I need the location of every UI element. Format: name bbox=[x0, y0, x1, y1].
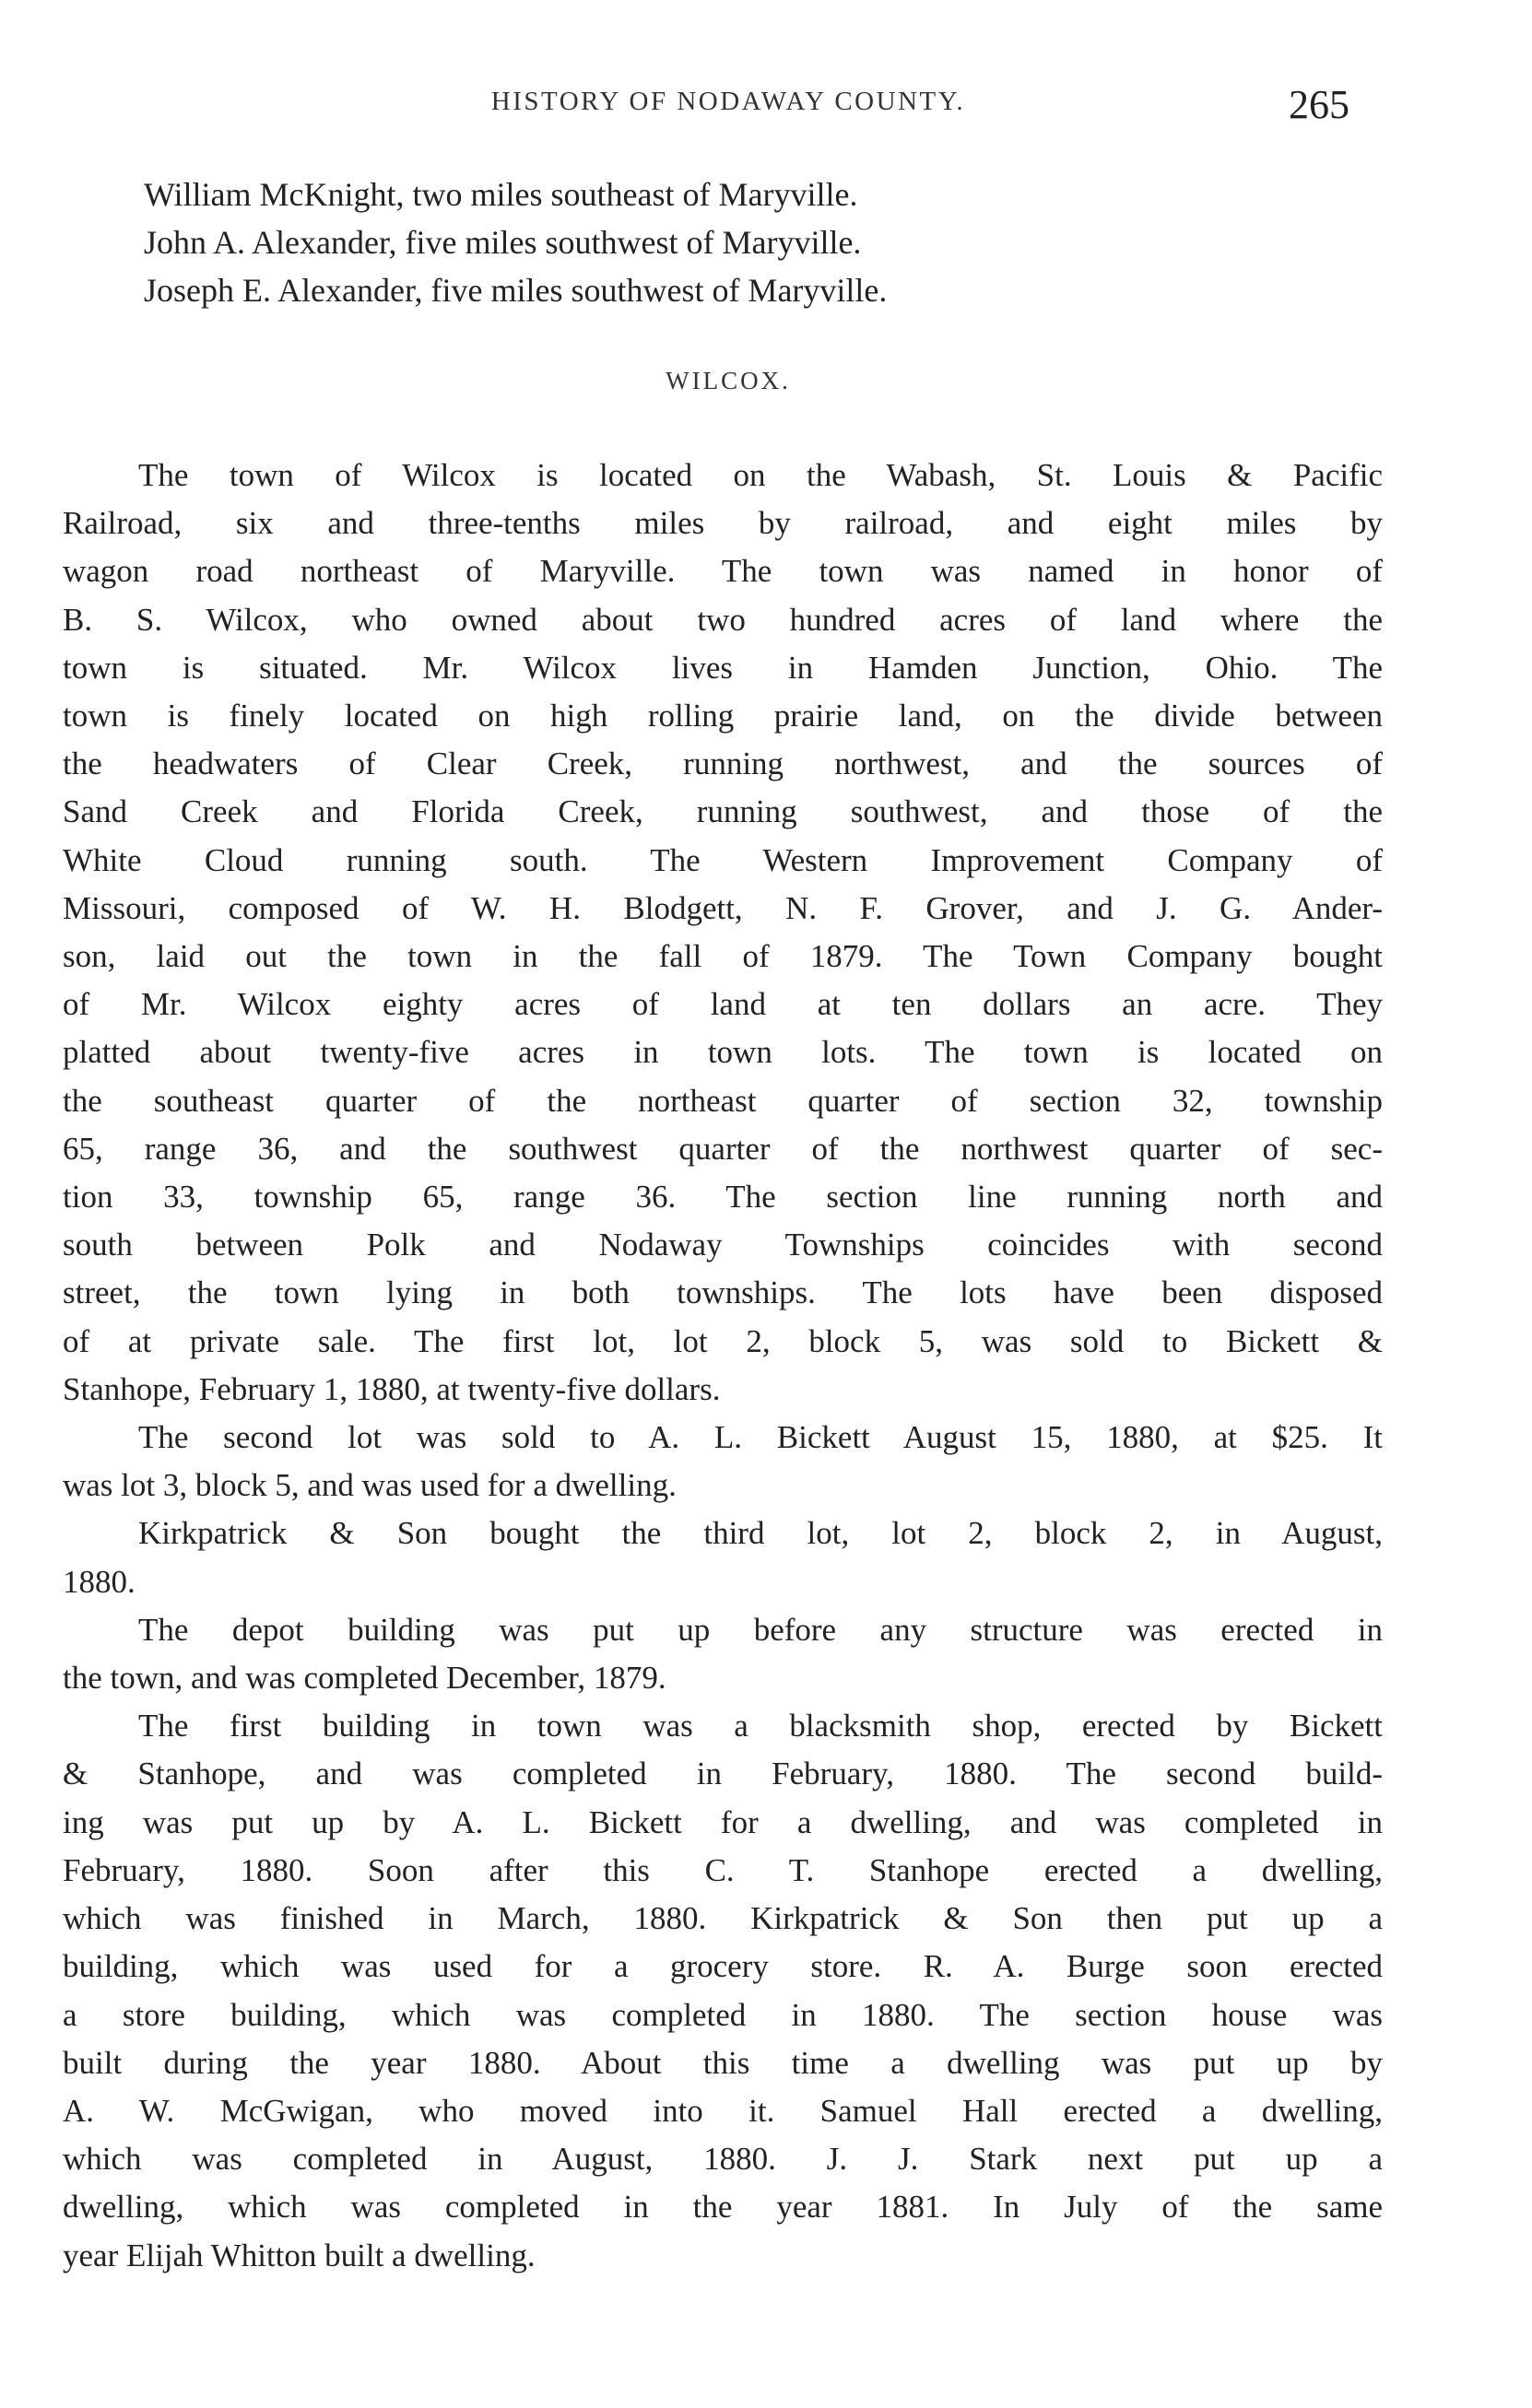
resident-line: Joseph E. Alexander, five miles southwest of Maryville. bbox=[144, 272, 888, 309]
text-line: Missouri, composed of W. H. Blodgett, N. F. Grover, and J. G. Ander- bbox=[63, 889, 1383, 926]
text-line: of at private sale. The first lot, lot 2, block 5, was sold to Bickett & bbox=[63, 1322, 1383, 1359]
running-head bbox=[0, 81, 1532, 127]
body-text bbox=[63, 452, 1383, 2280]
text-line: 1880. bbox=[63, 1563, 136, 1600]
paragraph bbox=[63, 1509, 1383, 1605]
page-number: 265 bbox=[1289, 82, 1349, 127]
text-line: was lot 3, block 5, and was used for a dwelling. bbox=[63, 1467, 677, 1504]
text-line: son, laid out the town in the fall of 1879. The Town Company bought bbox=[63, 938, 1383, 975]
text-line: A. W. McGwigan, who moved into it. Samuel Hall erected a dwelling, bbox=[63, 2092, 1383, 2129]
text-line: Kirkpatrick & Son bought the third lot, lot 2, block 2, in August, bbox=[138, 1515, 1383, 1552]
text-line: & Stanhope, and was completed in February, 1880. The second build- bbox=[63, 1756, 1383, 1792]
text-line: The first building in town was a blacksmith shop, erected by Bickett bbox=[138, 1708, 1383, 1744]
text-line: tion 33, township 65, range 36. The section line running north and bbox=[63, 1179, 1383, 1216]
text-line: ing was put up by A. L. Bickett for a dwelling, and was completed in bbox=[63, 1803, 1383, 1840]
paragraph bbox=[63, 1606, 1383, 1702]
text-line: street, the town lying in both townships. The lots have been disposed bbox=[63, 1274, 1383, 1311]
text-line: the southeast quarter of the northeast quarter of section 32, township bbox=[63, 1082, 1383, 1119]
paragraph bbox=[63, 452, 1383, 1414]
text-line: The second lot was sold to A. L. Bickett August 15, 1880, at $25. It bbox=[138, 1419, 1383, 1456]
resident-list bbox=[63, 170, 1383, 314]
paragraph bbox=[63, 1414, 1383, 1509]
text-line: 65, range 36, and the southwest quarter of the northwest quarter of sec- bbox=[63, 1130, 1383, 1167]
text-line: wagon road northeast of Maryville. The town was named in honor of bbox=[63, 553, 1383, 590]
running-title: HISTORY OF NODAWAY COUNTY. bbox=[490, 87, 966, 116]
text-line: The depot building was put up before any structure was erected in bbox=[138, 1611, 1383, 1648]
text-line: dwelling, which was completed in the year 1881. In July of the same bbox=[63, 2189, 1383, 2226]
text-line: town is finely located on high rolling prairie land, on the divide between bbox=[63, 698, 1383, 734]
section-heading: WILCOX. bbox=[666, 367, 791, 394]
text-line: of Mr. Wilcox eighty acres of land at ten dollars an acre. They bbox=[63, 986, 1383, 1023]
text-line: built during the year 1880. About this time a dwelling was put up by bbox=[63, 2044, 1383, 2081]
text-line: which was completed in August, 1880. J. J. Stark next put up a bbox=[63, 2141, 1383, 2178]
text-line: the town, and was completed December, 1879. bbox=[63, 1660, 666, 1697]
resident-line: John A. Alexander, five miles southwest of Maryville. bbox=[144, 224, 862, 261]
text-line: The town of Wilcox is located on the Wabash, St. Louis & Pacific bbox=[138, 457, 1383, 493]
text-line: year Elijah Whitton built a dwelling. bbox=[63, 2237, 536, 2273]
text-line: town is situated. Mr. Wilcox lives in Hamden Junction, Ohio. The bbox=[63, 649, 1383, 686]
text-line: platted about twenty-five acres in town lots. The town is located on bbox=[63, 1034, 1383, 1071]
resident-line: William McKnight, two miles southeast of Maryville. bbox=[144, 176, 858, 213]
text-line: which was finished in March, 1880. Kirkpatrick & Son then put up a bbox=[63, 1900, 1383, 1937]
text-line: Sand Creek and Florida Creek, running southwest, and those of the bbox=[63, 793, 1383, 830]
text-line: Railroad, six and three-tenths miles by railroad, and eight miles by bbox=[63, 505, 1383, 542]
text-line: White Cloud running south. The Western Improvement Company of bbox=[63, 841, 1383, 878]
text-line: south between Polk and Nodaway Townships coincides with second bbox=[63, 1227, 1383, 1263]
paragraph bbox=[63, 1702, 1383, 2279]
text-line: building, which was used for a grocery store. R. A. Burge soon erected bbox=[63, 1948, 1383, 1985]
text-line: February, 1880. Soon after this C. T. Stanhope erected a dwelling, bbox=[63, 1851, 1383, 1888]
text-line: a store building, which was completed in 1880. The section house was bbox=[63, 1996, 1383, 2033]
text-line: B. S. Wilcox, who owned about two hundred acres of land where the bbox=[63, 601, 1383, 638]
text-line: the headwaters of Clear Creek, running northwest, and the sources of bbox=[63, 746, 1383, 782]
text-line: Stanhope, February 1, 1880, at twenty-five dollars. bbox=[63, 1370, 721, 1407]
